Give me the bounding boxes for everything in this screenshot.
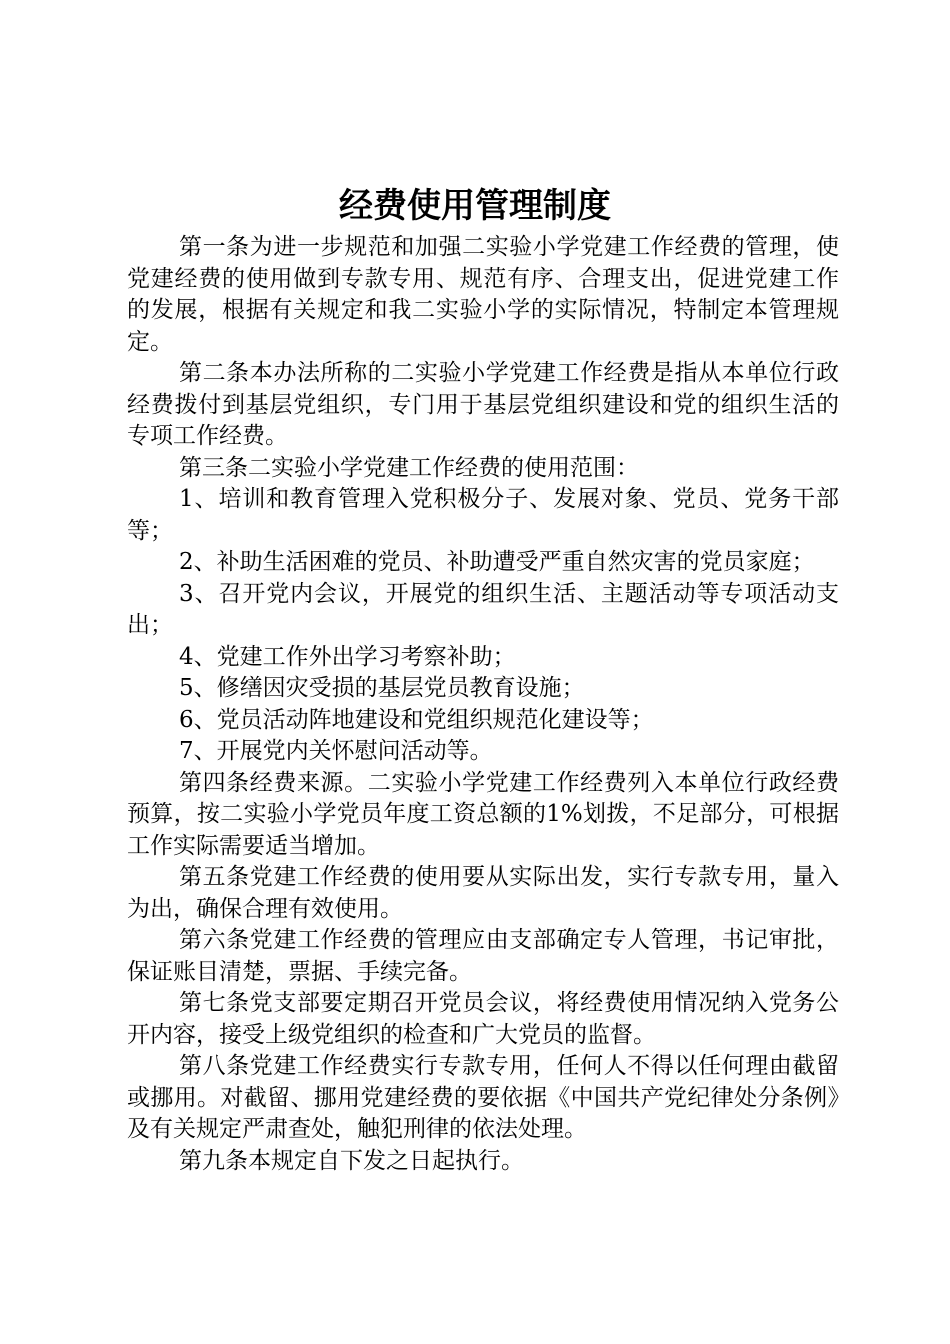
paragraph-article-4: 第四条经费来源。二实验小学党建工作经费列入本单位行政经费预算，按二实验小学党员年度工资总额的1%划拨，不足部分，可根据工作实际需要适当增加。 (127, 769, 839, 859)
paragraph-article-5: 第五条党建工作经费的使用要从实际出发，实行专款专用，量入为出，确保合理有效使用。 (127, 864, 839, 922)
list-item-scope-2: 2、补助生活困难的党员、补助遭受严重自然灾害的党员家庭； (179, 549, 815, 575)
paragraph-article-6: 第六条党建工作经费的管理应由支部确定专人管理，书记审批，保证账目清楚，票据、手续完备。 (127, 927, 839, 985)
list-item-scope-4: 4、党建工作外出学习考察补助； (179, 643, 516, 670)
paragraph-article-2: 第二条本办法所称的二实验小学党建工作经费是指从本单位行政经费拨付到基层党组织，专门用于基层党组织建设和党的组织生活的专项工作经费。 (127, 360, 839, 449)
list-item-scope-1: 1、培训和教育管理入党积极分子、发展对象、党员、党务干部等； (127, 486, 839, 544)
paragraph-article-7: 第七条党支部要定期召开党员会议，将经费使用情况纳入党务公开内容，接受上级党组织的检查和广大党员的监督。 (127, 990, 839, 1048)
list-item-scope-7: 7、开展党内关怀慰问活动等。 (179, 738, 493, 764)
paragraph-article-9: 第九条本规定自下发之日起执行。 (179, 1147, 524, 1174)
document-body (127, 232, 839, 1177)
document-title: 经费使用管理制度 (339, 186, 611, 226)
paragraph-article-3: 第三条二实验小学党建工作经费的使用范围： (179, 454, 639, 481)
list-item-scope-5: 5、修缮因灾受损的基层党员教育设施； (179, 675, 585, 701)
paragraph-article-8: 第八条党建工作经费实行专款专用，任何人不得以任何理由截留或挪用。对截留、挪用党建经费的要依据《中国共产党纪律处分条例》及有关规定严肃查处，触犯刑律的依法处理。 (127, 1053, 839, 1142)
list-item-scope-3: 3、召开党内会议，开展党的组织生活、主题活动等专项活动支出； (127, 580, 839, 638)
paragraph-article-1: 第一条为进一步规范和加强二实验小学党建工作经费的管理，使党建经费的使用做到专款专用、规范有序、合理支出，促进党建工作的发展，根据有关规定和我二实验小学的实际情况，特制定本管理规定。 (127, 234, 839, 355)
list-item-scope-6: 6、党员活动阵地建设和党组织规范化建设等； (179, 706, 654, 733)
